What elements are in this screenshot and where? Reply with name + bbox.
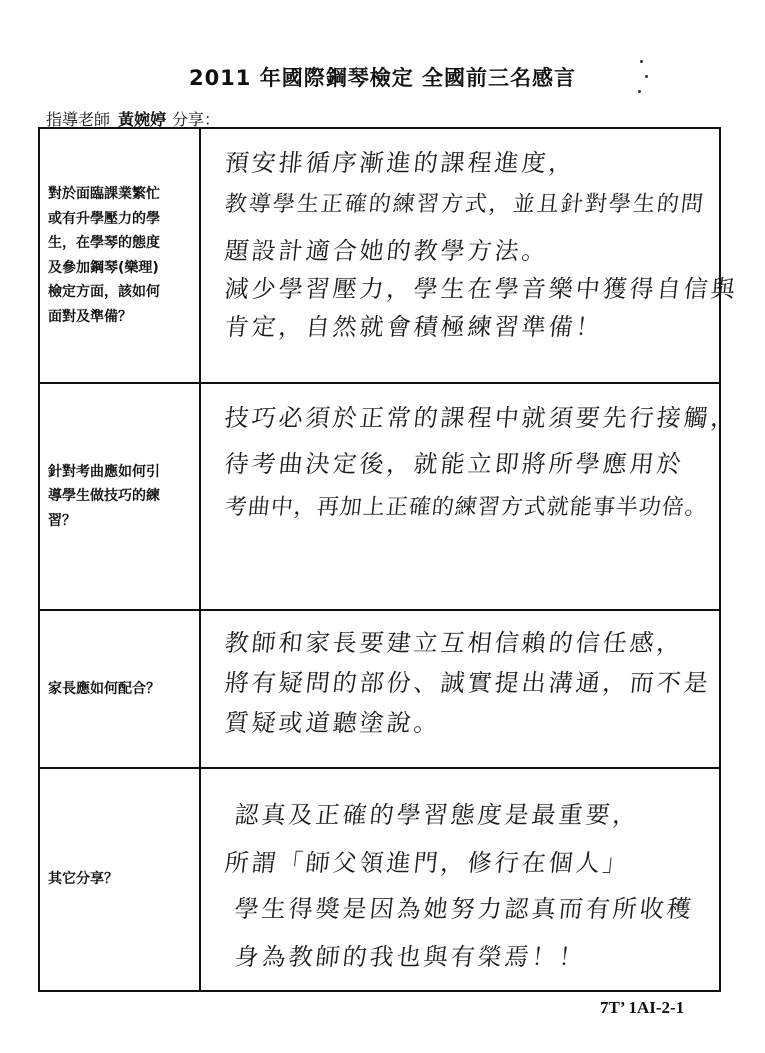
answer-line: 質疑或道聽塗說。 xyxy=(223,709,443,737)
share-label: 分享： xyxy=(172,110,221,129)
teacher-name: 黃婉婷 xyxy=(118,110,167,129)
answer-line: 認真及正確的學習態度是最重要， xyxy=(233,801,642,829)
question-cell xyxy=(40,129,201,382)
question-cell xyxy=(40,769,201,990)
answer-line: 考曲中，再加上正確的練習方式就能事半功倍。 xyxy=(223,495,710,520)
qa-table xyxy=(38,127,740,992)
answer-line: 將有疑問的部份、誠實提出溝通，而不是 xyxy=(223,669,713,697)
qa-row xyxy=(40,129,740,384)
question-cell xyxy=(40,611,201,767)
answer-line: 身為教師的我也與有榮焉！！ xyxy=(233,943,588,971)
question-cell xyxy=(40,384,201,609)
qa-row xyxy=(40,384,740,611)
question-line: 面對及準備？ xyxy=(48,308,132,325)
document-title: 2011 年國際鋼琴檢定 全國前三名感言 xyxy=(188,66,577,90)
question-line: 對於面臨課業繁忙 xyxy=(48,186,160,202)
answer-cell xyxy=(201,769,719,990)
question-text xyxy=(40,677,166,702)
answer-line: 所謂「師父領進門，修行在個人」 xyxy=(223,849,632,877)
answer-line: 學生得獎是因為她努力認真而有所收穫 xyxy=(233,895,696,923)
answer-cell xyxy=(201,384,740,609)
answer-line: 肯定，自然就會積極練習準備！ xyxy=(223,313,605,341)
answer-line: 預安排循序漸進的課程進度， xyxy=(223,149,578,177)
answer-line: 減少學習壓力，學生在學音樂中獲得自信與 xyxy=(223,275,740,303)
question-line: 或有升學壓力的學 xyxy=(48,210,160,227)
question-line: 生，在學琴的態度 xyxy=(48,235,160,251)
question-text xyxy=(40,867,124,892)
question-line: 導學生做技巧的練 xyxy=(48,488,160,505)
teacher-label: 指導老師 xyxy=(46,110,111,129)
answer-line: 教師和家長要建立互相信賴的信任感， xyxy=(223,629,686,657)
answer-cell xyxy=(201,611,719,767)
question-line: 家長應如何配合？ xyxy=(48,680,160,697)
answer-cell xyxy=(201,129,740,382)
document-code: 7T’ 1AI-2-1 xyxy=(600,998,685,1017)
question-line: 檢定方面，該如何 xyxy=(48,284,160,300)
question-line: 其它分享？ xyxy=(48,871,118,888)
question-line: 針對考曲應如何引 xyxy=(48,463,160,480)
answer-line: 教導學生正確的練習方式，並且針對學生的問 xyxy=(223,192,707,217)
question-text xyxy=(40,460,166,534)
question-line: 習？ xyxy=(48,512,76,529)
answer-line: 題設計適合她的教學方法。 xyxy=(223,237,551,265)
qa-row xyxy=(40,611,719,769)
question-text xyxy=(40,182,166,329)
answer-line: 技巧必須於正常的課程中就須要先行接觸， xyxy=(223,404,740,432)
answer-line: 待考曲決定後，就能立即將所學應用於 xyxy=(223,450,686,478)
qa-row xyxy=(40,769,719,990)
question-line: 及參加鋼琴(樂理) xyxy=(48,259,159,276)
